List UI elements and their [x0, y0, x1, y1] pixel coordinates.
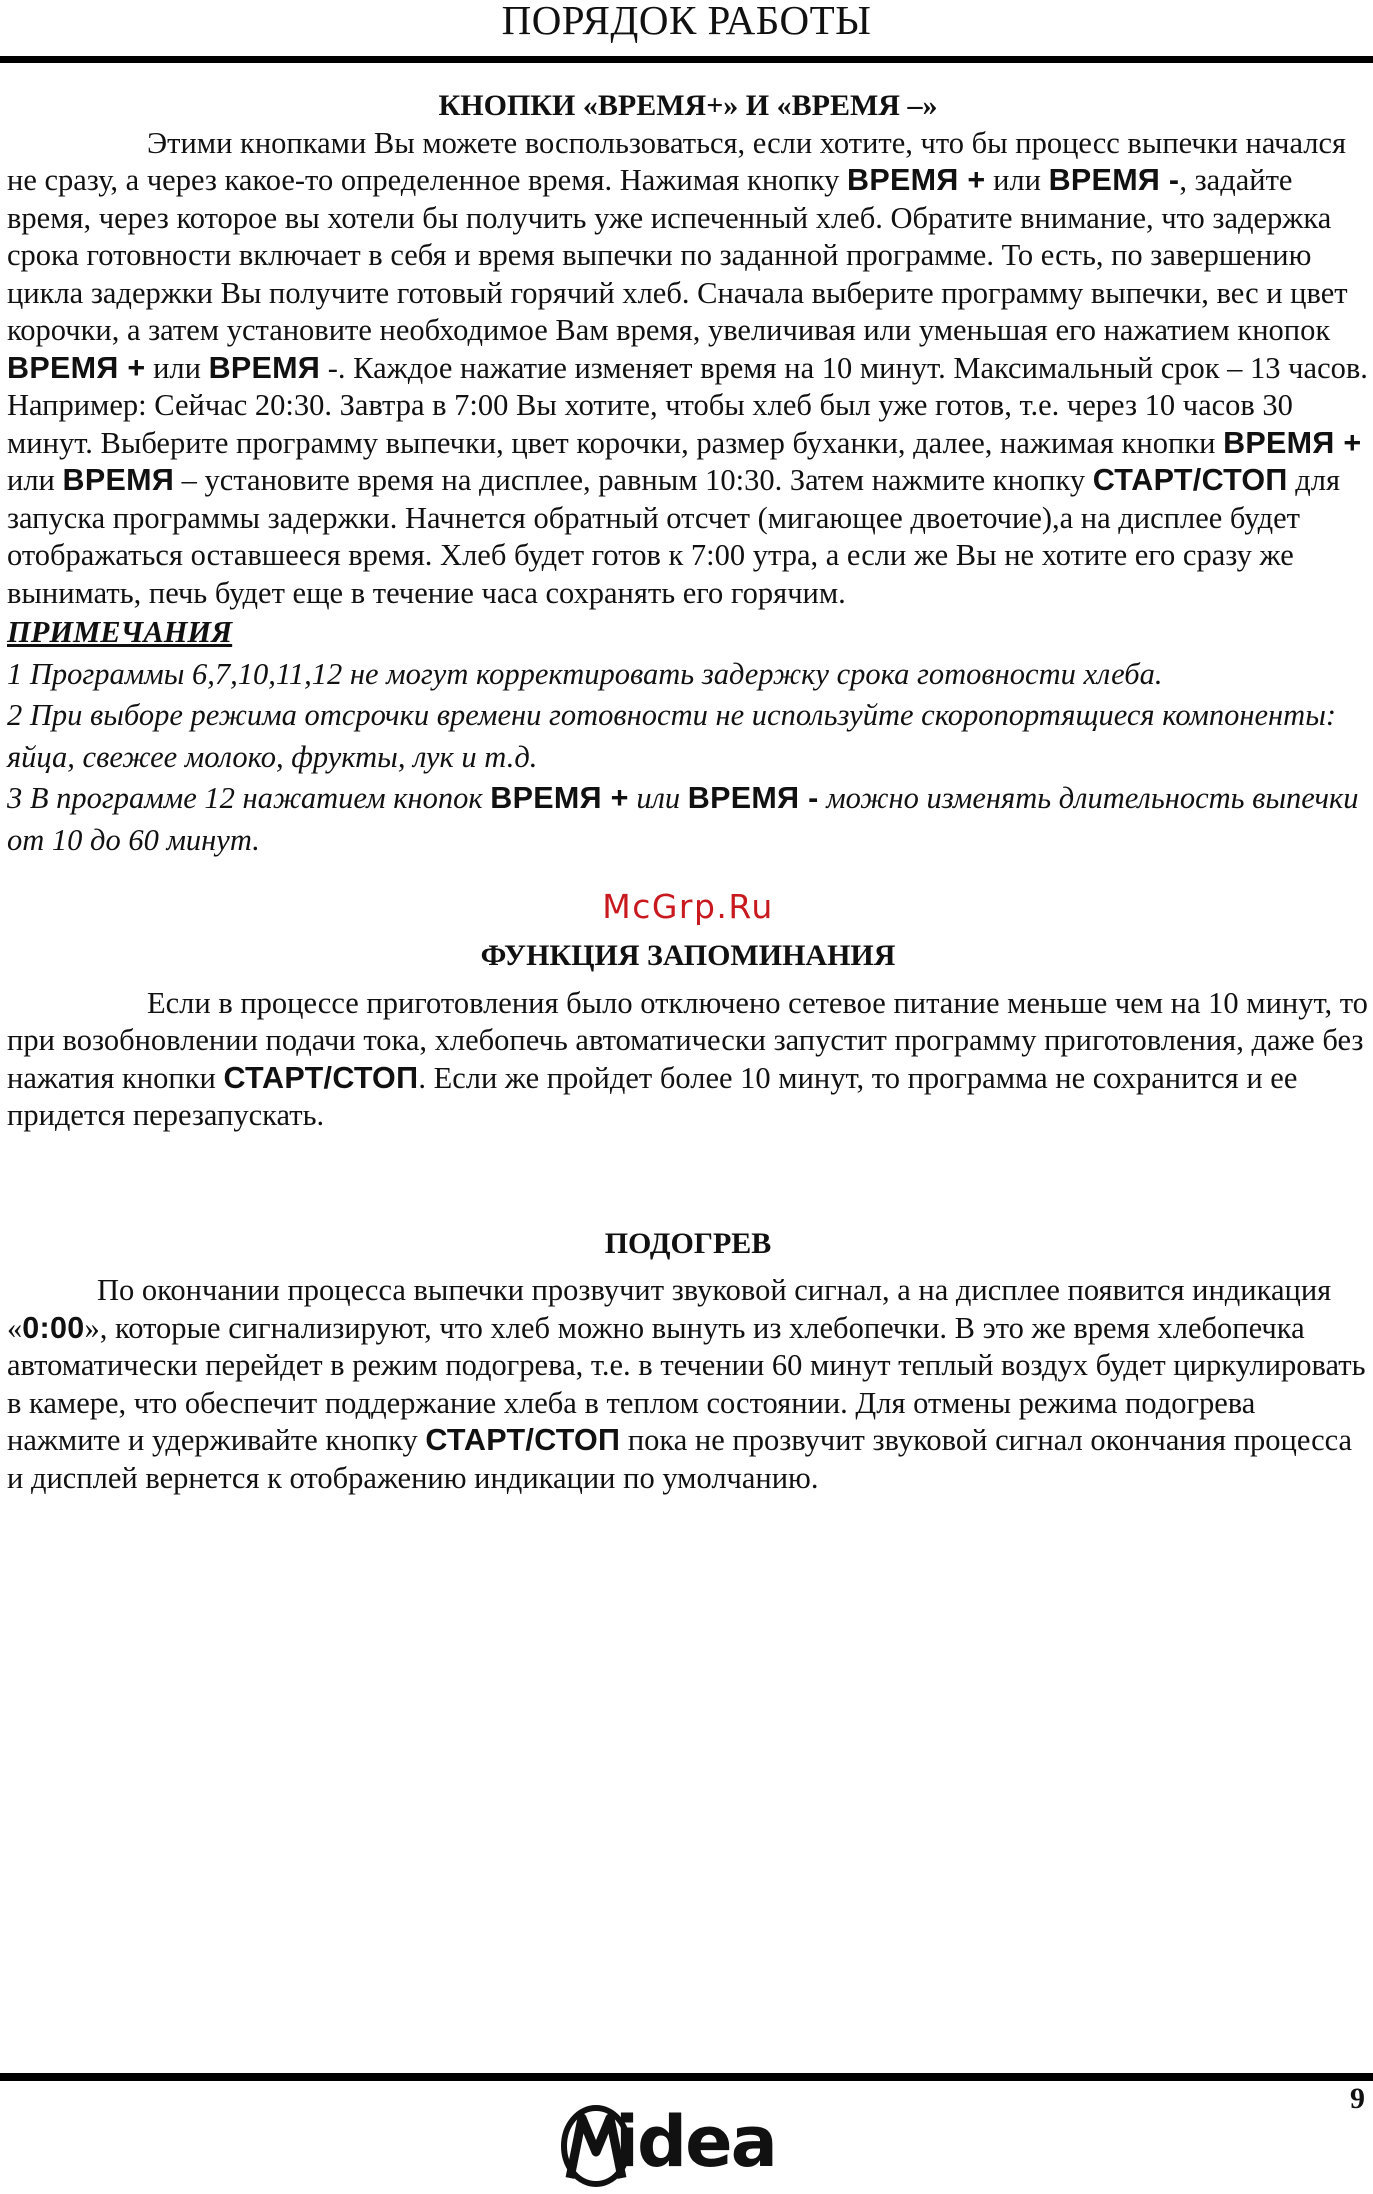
memory-paragraph: [7, 985, 1369, 1135]
note-item-1: 1 Программы 6,7,10,11,12 не могут корректировать задержку срока готовности хлеба.: [7, 656, 1163, 691]
text-run: Например: Сейчас 20:30. Завтра в 7:00 Вы хотите, чтобы хлеб был уже готов, т.е. через 10 часов 30 минут. Выберите программу выпечки, цвет корочки, размер буханки, далее, нажимая кнопки: [7, 388, 1293, 460]
notes-block: [7, 612, 1369, 861]
bold-term: СТАРТ/СТОП: [1092, 463, 1288, 497]
midea-logo-letters: idea: [615, 2101, 776, 2183]
text-run: », которые сигнализируют, что хлеб можно вынуть из хлебопечки. В это же время хлебопечка автоматически перейдет в режим подогрева, т.е. в течении 60 минут теплый воздух будет циркулировать в камере, что обеспечит поддержание хлеба в теплом состоянии. Для отмены режима подогрева нажмите и удерживайте кнопку: [7, 1310, 1366, 1457]
section-heading-time-buttons: КНОПКИ «ВРЕМЯ+» И «ВРЕМЯ –»: [438, 89, 938, 122]
text-run: , задайте время, через которое вы хотели бы получить уже испеченный хлеб. Обратите внимание, что задержка срока готовности включает в себя и время выпечки по заданной программе. То есть, по завершению цикла задержки Вы получите готовый горячий хлеб. Сначала выберите программу выпечки, вес и цвет корочки, а затем установите необходимое Вам время, увеличивая или уменьшая его нажатием кнопок: [7, 163, 1348, 347]
text-run: пока не прозвучит звуковой сигнал окончания процесса и дисплей вернется к отображению индикации по умолчанию.: [7, 1423, 1353, 1495]
page-content: [7, 87, 1369, 1497]
text-run: или: [7, 463, 63, 497]
watermark: McGrp.Ru: [602, 887, 774, 926]
bold-term: ВРЕМЯ +: [1223, 425, 1362, 460]
text-run: . Если же пройдет более 10 минут, то программа не сохранится и ее придется перезапускать.: [7, 1060, 1298, 1132]
section-heading-warming: ПОДОГРЕВ: [604, 1226, 772, 1260]
text-run: Этими кнопками Вы можете воспользоваться, если хотите, что бы процесс выпечки начался не сразу, а через какое-то определенное время. Нажимая кнопку: [7, 125, 1347, 197]
header-rule: [0, 56, 1373, 63]
section-heading-memory: ФУНКЦИЯ ЗАПОМИНАНИЯ: [480, 939, 896, 972]
text-run: или: [985, 163, 1049, 197]
text-run: -. Каждое нажатие изменяет время на 10 минут. Максимальный срок – 13 часов.: [320, 350, 1368, 385]
warming-paragraph: [7, 1272, 1369, 1497]
text-run: Если в процессе приготовления было отключено сетевое питание меньше чем на 10 минут, то при возобновлении подачи тока, хлебопечь автоматически запустит программу приготовления, даже без нажатия кнопки: [7, 985, 1368, 1095]
text-run: 3 В программе 12 нажатием кнопок: [7, 781, 491, 815]
bold-term: ВРЕМЯ: [62, 463, 175, 497]
time-buttons-paragraph-2: [7, 387, 1369, 612]
text-run: По окончании процесса выпечки прозвучит звуковой сигнал, а на дисплее появится индикация «: [7, 1273, 1332, 1345]
text-run: или: [145, 350, 209, 385]
footer-rule: [0, 2073, 1373, 2081]
note-item-2: 2 При выборе режима отсрочки времени готовности не используйте скоропортящиеся компоненты: яйца, свежее молоко, фрукты, лук и т.д.: [7, 698, 1337, 774]
page-number: 9: [1350, 2082, 1365, 2115]
text-run: для запуска программы задержки. Начнется обратный отсчет (мигающее двоеточие),а на дисплее будет отображаться оставшееся время. Хлеб будет готов к 7:00 утра, а если же Вы не хотите его сразу же вынимать, печь будет еще в течение часа сохранять его горячим.: [7, 463, 1340, 610]
bold-term: ВРЕМЯ -: [1048, 163, 1180, 197]
text-run: можно изменять длительность выпечки от 10 до 60 минут.: [7, 781, 1359, 857]
text-run: – установите время на дисплее, равным 10:30. Затем нажмите кнопку: [174, 463, 1093, 497]
bold-term: 0:00: [22, 1310, 85, 1345]
bold-term: ВРЕМЯ +: [7, 350, 146, 385]
text-run: или: [628, 781, 688, 815]
page-header-title: ПОРЯДОК РАБОТЫ: [501, 0, 872, 43]
notes-title: ПРИМЕЧАНИЯ: [7, 615, 233, 649]
midea-logo: [560, 2094, 810, 2190]
bold-term: СТАРТ/СТОП: [425, 1423, 621, 1457]
bold-term: ВРЕМЯ -: [687, 781, 819, 815]
bold-term: СТАРТ/СТОП: [223, 1060, 419, 1095]
time-buttons-paragraph-1: [7, 125, 1369, 388]
bold-term: ВРЕМЯ +: [490, 781, 629, 815]
note-item-3: [7, 778, 1369, 861]
bold-term: ВРЕМЯ +: [847, 163, 986, 197]
bold-term: ВРЕМЯ: [208, 350, 321, 385]
